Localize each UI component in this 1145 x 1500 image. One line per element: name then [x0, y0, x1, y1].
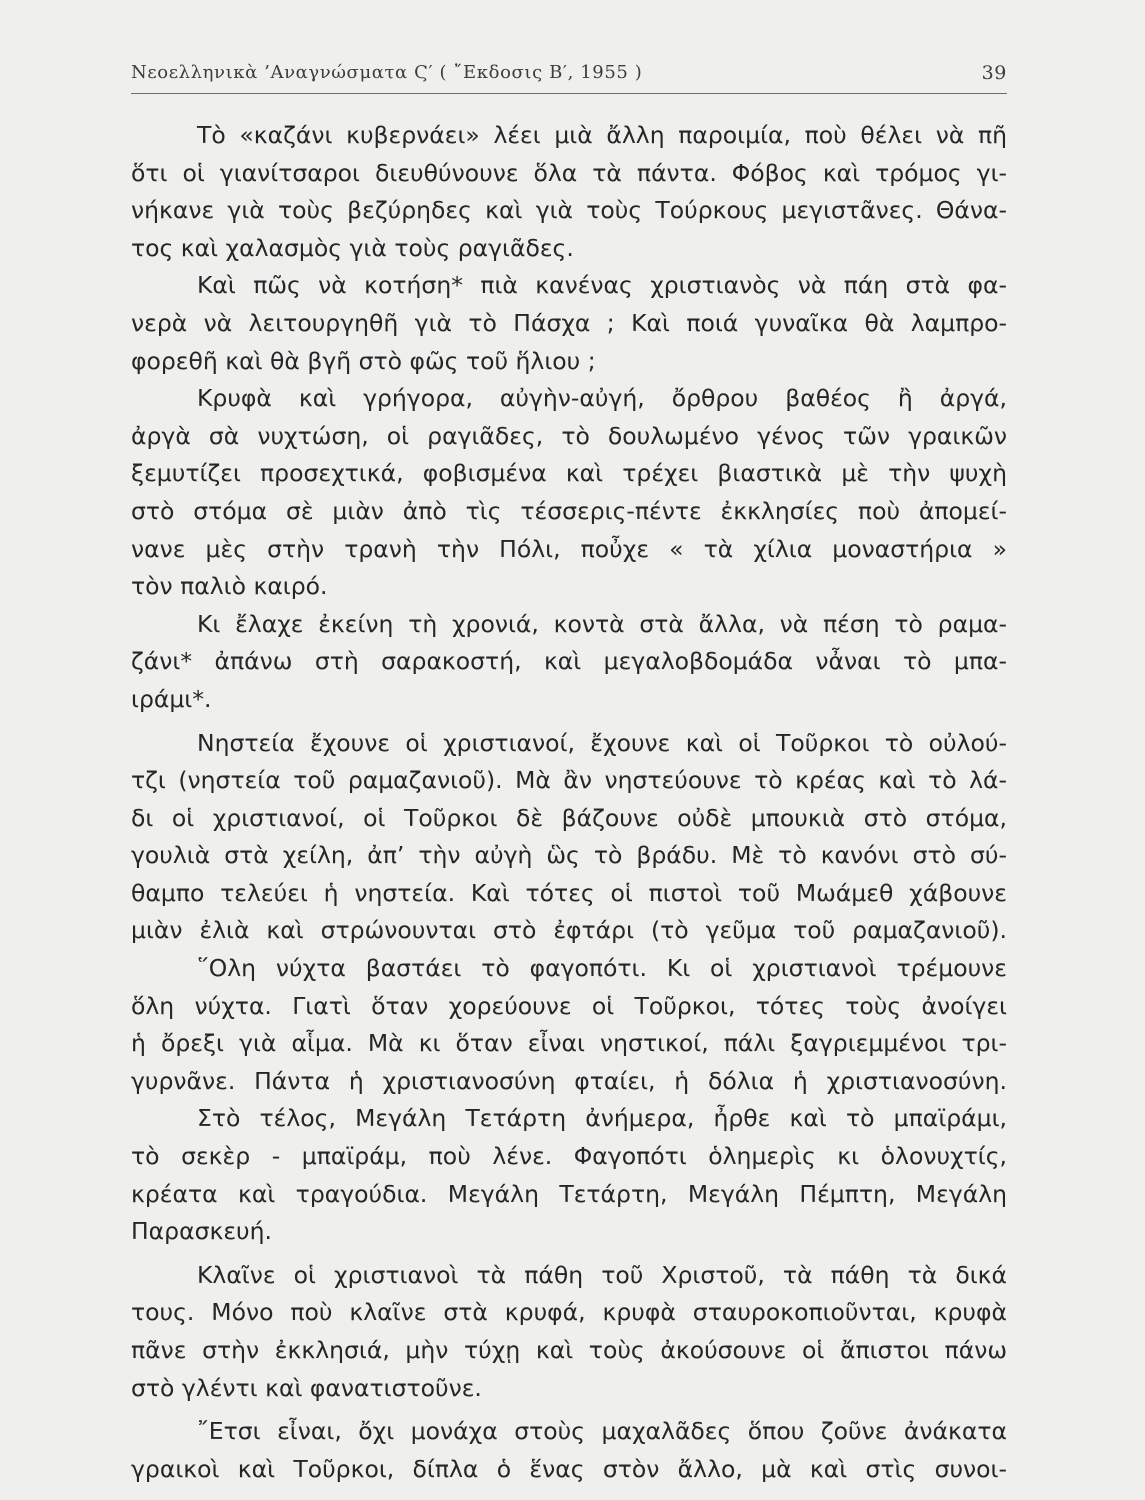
text-line: στὸ γλέντι καὶ φανατιστοῦνε.	[131, 1373, 482, 1402]
text-line: νερὰ νὰ λειτουργηθῆ γιὰ τὸ Πάσχα ; Καὶ ποιά γυναῖκα θὰ λαμπρο-	[131, 308, 1007, 337]
text-line: στὸ στόμα σὲ μιὰν ἀπὸ τὶς τέσσερις-πέντε ἐκκλησίες ποὺ ἀπομεί-	[131, 496, 1007, 525]
text-line: τους. Μόνο ποὺ κλαῖνε στὰ κρυφά, κρυφὰ σταυροκοπιοῦνται, κρυφὰ	[131, 1298, 1007, 1327]
text-line: ξεμυτίζει προσεχτικά, φοβισμένα καὶ τρέχει βιαστικὰ μὲ τὴν ψυχὴ	[131, 459, 1007, 488]
running-header	[131, 62, 1007, 90]
text-line: ἀργὰ σὰ νυχτώση, οἱ ραγιᾶδες, τὸ δουλωμένο γένος τῶν γραικῶν	[131, 421, 1007, 450]
text-line: Τὸ «καζάνι κυβερνάει» λέει μιὰ ἄλλη παροιμία, ποὺ θέλει νὰ πῆ	[197, 121, 1007, 149]
text-line: γυρνᾶνε. Πάντα ἡ χριστιανοσύνη φταίει, ἡ δόλια ἡ χριστιανοσύνη.	[131, 1066, 1007, 1095]
text-line: ζάνι* ἀπάνω στὴ σαρακοστή, καὶ μεγαλοβδομάδα νἆναι τὸ μπα-	[131, 647, 1007, 676]
text-line: ὅλη νύχτα. Γιατὶ ὅταν χορεύουνε οἱ Τοῦρκοι, τότες τοὺς ἀνοίγει	[131, 991, 1007, 1020]
page-number: 39	[981, 62, 1007, 84]
text-line: νανε μὲς στὴν τρανὴ τὴν Πόλι, ποὖχε « τὰ χίλια μοναστήρια »	[131, 534, 1007, 563]
running-title: Νεοελληνικὰ ’Αναγνώσματα Ϛ′ ( ῎Εκδοσις Β′, 1955 )	[131, 62, 643, 83]
text-line: ῞Ολη νύχτα βαστάει τὸ φαγοπότι. Κι οἱ χριστιανοὶ τρέμουνε	[197, 954, 1007, 983]
text-line: κρέατα καὶ τραγούδια. Μεγάλη Τετάρτη, Μεγάλη Πέμπτη, Μεγάλη	[131, 1179, 1007, 1208]
text-line: γραικοὶ καὶ Τοῦρκοι, δίπλα ὁ ἕνας στὸν ἄλλο, μὰ καὶ στὶς συνοι-	[131, 1454, 1007, 1483]
text-line: Κλαῖνε οἱ χριστιανοὶ τὰ πάθη τοῦ Χριστοῦ, τὰ πάθη τὰ δικά	[197, 1260, 1007, 1289]
text-line: πᾶνε στὴν ἐκκλησιά, μὴν τύχῃ καὶ τοὺς ἀκούσουνε οἱ ἄπιστοι πάνω	[131, 1336, 1007, 1364]
text-line: τὸ σεκὲρ - μπαϊράμ, ποὺ λένε. Φαγοπότι ὁλημερὶς κι ὁλονυχτίς,	[131, 1142, 1007, 1171]
text-line: Κρυφὰ καὶ γρήγορα, αὐγὴν-αὐγή, ὄρθρου βαθέος ἢ ἀργά,	[197, 384, 1007, 413]
text-line: δι οἱ χριστιανοί, οἱ Τοῦρκοι δὲ βάζουνε οὐδὲ μπουκιὰ στὸ στόμα,	[131, 803, 1007, 832]
text-line: μιὰν ἐλιὰ καὶ στρώνουνται στὸ ἐφτάρι (τὸ γεῦμα τοῦ ραμαζανιοῦ).	[131, 916, 1007, 945]
text-line: ὅτι οἱ γιανίτσαροι διευθύνουνε ὅλα τὰ πάντα. Φόβος καὶ τρόμος γι-	[131, 158, 1007, 187]
text-line: Νηστεία ἔχουνε οἱ χριστιανοί, ἔχουνε καὶ οἱ Τοῦρκοι τὸ οὐλού-	[197, 728, 1007, 757]
text-line: ιράμι*.	[131, 684, 212, 713]
text-line: ῎Ετσι εἶναι, ὄχι μονάχα στοὺς μαχαλᾶδες ὅπου ζοῦνε ἀνάκατα	[197, 1417, 1007, 1446]
text-line: θαμπο τελεύει ἡ νηστεία. Καὶ τότες οἱ πιστοὶ τοῦ Μωάμεθ χάβουνε	[131, 878, 1007, 907]
text-line: φορεθῆ καὶ θὰ βγῆ στὸ φῶς τοῦ ἥλιου ;	[131, 346, 596, 375]
header-rule	[131, 93, 1007, 94]
text-line: τζι (νηστεία τοῦ ραμαζανιοῦ). Μὰ ἂν νηστεύουνε τὸ κρέας καὶ τὸ λά-	[131, 766, 1007, 795]
text-line: γουλιὰ στὰ χείλη, ἀπ’ τὴν αὐγὴ ὣς τὸ βράδυ. Μὲ τὸ κανόνι στὸ σύ-	[131, 841, 1007, 870]
text-line: Κι ἔλαχε ἐκείνη τὴ χρονιά, κοντὰ στὰ ἄλλα, νὰ πέση τὸ ραμα-	[197, 609, 1007, 638]
text-line: τος καὶ χαλασμὸς γιὰ τοὺς ραγιᾶδες.	[131, 233, 574, 262]
text-line: ἡ ὄρεξι γιὰ αἷμα. Μὰ κι ὅταν εἶναι νηστικοί, πάλι ξαγριεμμένοι τρι-	[131, 1029, 1007, 1058]
text-line: Καὶ πῶς νὰ κοτήση* πιὰ κανένας χριστιανὸς νὰ πάη στὰ φα-	[197, 271, 1007, 300]
body-text	[131, 117, 1007, 1488]
text-line: Στὸ τέλος, Μεγάλη Τετάρτη ἀνήμερα, ἦρθε καὶ τὸ μπαϊράμι,	[197, 1104, 1007, 1133]
text-line: τὸν παλιὸ καιρό.	[131, 572, 328, 601]
text-line: νήκανε γιὰ τοὺς βεζύρηδες καὶ γιὰ τοὺς Τούρκους μεγιστᾶνες. Θάνα-	[131, 196, 1007, 225]
text-line: Παρασκευή.	[131, 1217, 272, 1246]
